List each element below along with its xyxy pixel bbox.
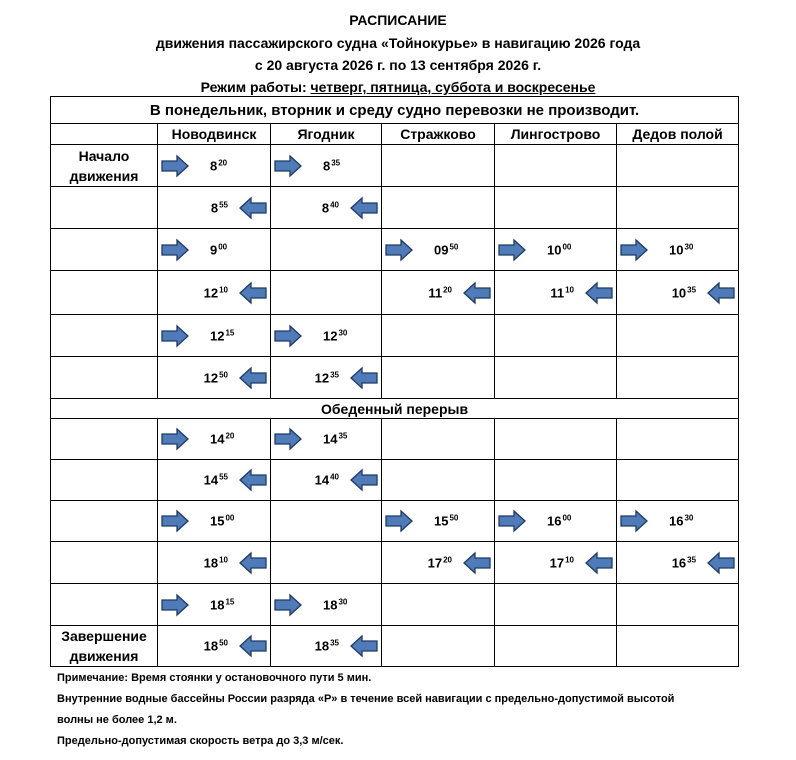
cell-lingostrovo (495, 460, 617, 501)
time-hours: 18 (203, 555, 219, 570)
time-hours: 17 (549, 555, 565, 570)
cell-strazhkovo (382, 357, 495, 399)
work-mode-days: четверг, пятница, суббота и воскресенье (310, 79, 596, 95)
note-line: волны не более 1,2 м. (57, 714, 177, 726)
work-mode (0, 79, 796, 95)
time-hours: 11 (428, 285, 443, 300)
arrow-left-icon (462, 551, 492, 575)
cell-novodvinsk (158, 145, 271, 187)
departure-time (547, 242, 571, 257)
schedule-row (51, 542, 739, 584)
departure-time (669, 514, 693, 529)
time-minutes: 30 (684, 242, 694, 251)
arrow-right-icon (160, 427, 190, 451)
time-minutes: 10 (219, 555, 228, 564)
departure-time (434, 242, 458, 257)
schedule-row (51, 626, 739, 667)
time-minutes: 20 (225, 431, 235, 441)
time-hours: 18 (210, 597, 225, 612)
time-hours: 12 (314, 370, 330, 385)
arrow-right-icon (273, 427, 303, 451)
cell-dedov-poloy (617, 229, 739, 271)
cell-dedov-poloy (617, 626, 739, 667)
cell-yagodnik (271, 419, 382, 460)
cell-dedov-poloy (617, 271, 739, 315)
time-minutes: 10 (219, 285, 228, 294)
cell-strazhkovo (382, 626, 495, 667)
arrow-left-icon (349, 634, 379, 658)
arrow-left-icon (706, 281, 736, 305)
no-service-notice: В понедельник, вторник и среду судно перевозки не производит. (51, 97, 739, 124)
cell-novodvinsk (158, 357, 271, 399)
departure-time (210, 597, 234, 612)
row-label (51, 315, 158, 357)
cell-dedov-poloy (617, 315, 739, 357)
schedule-row (51, 357, 739, 399)
time-minutes: 30 (684, 513, 694, 523)
cell-lingostrovo (495, 501, 617, 542)
time-minutes: 35 (330, 638, 339, 648)
time-hours: 8 (321, 200, 330, 215)
row-label (51, 357, 158, 399)
schedule-row (51, 271, 739, 315)
cell-dedov-poloy (617, 145, 739, 187)
schedule-row (51, 419, 739, 460)
departure-time (323, 597, 347, 612)
cell-dedov-poloy (617, 460, 739, 501)
time-minutes: 40 (330, 472, 339, 482)
arrow-left-icon (238, 551, 268, 575)
time-minutes: 50 (449, 513, 459, 523)
time-minutes: 00 (562, 513, 572, 523)
departure-time (204, 639, 228, 654)
departure-time (315, 639, 339, 654)
time-minutes: 20 (443, 555, 452, 564)
row-label (51, 187, 158, 229)
row-label (51, 542, 158, 584)
time-minutes: 10 (565, 285, 574, 294)
cell-yagodnik (271, 584, 382, 626)
page-title: РАСПИСАНИЕ (349, 12, 447, 28)
departure-time (323, 328, 347, 343)
arrow-left-icon (584, 551, 614, 575)
time-minutes: 30 (338, 597, 348, 606)
time-hours: 15 (434, 513, 449, 529)
row-label (51, 145, 158, 187)
note-line: Внутренние водные бассейны России разряда «Р» в течение всей навигации с предельно-допустимой высотой (57, 693, 675, 705)
time-minutes: 50 (219, 638, 228, 648)
schedule-row (51, 584, 739, 626)
cell-strazhkovo (382, 187, 495, 229)
arrow-right-icon (384, 238, 414, 262)
time-minutes: 20 (443, 285, 452, 294)
arrow-left-icon (238, 468, 268, 492)
time-hours: 14 (314, 472, 330, 488)
cell-dedov-poloy (617, 501, 739, 542)
departure-time (211, 200, 228, 215)
cell-dedov-poloy (617, 542, 739, 584)
arrow-left-icon (584, 281, 614, 305)
time-hours: 14 (323, 431, 338, 447)
departure-time (210, 242, 227, 257)
note-line: Примечание: Время стоянки у остановочного пути 5 мин. (57, 672, 372, 684)
col-header-dedov-poloy: Дедов полой (617, 124, 739, 145)
time-hours: 16 (547, 513, 562, 529)
departure-time (322, 200, 339, 215)
arrow-left-icon (238, 196, 268, 220)
departure-time (315, 473, 339, 488)
note-line: Предельно-допустимая скорость ветра до 3,3 м/сек. (57, 735, 344, 747)
arrow-left-icon (462, 281, 492, 305)
time-hours: 18 (323, 597, 338, 612)
arrow-right-icon (619, 509, 649, 533)
arrow-right-icon (273, 593, 303, 617)
schedule-table (50, 96, 739, 667)
time-minutes: 40 (330, 200, 339, 209)
arrow-left-icon (349, 366, 379, 390)
cell-yagodnik (271, 271, 382, 315)
time-minutes: 35 (330, 370, 339, 379)
time-minutes: 00 (218, 242, 228, 251)
schedule-row (51, 460, 739, 501)
cell-lingostrovo (495, 584, 617, 626)
cell-novodvinsk (158, 460, 271, 501)
row-label (51, 460, 158, 501)
time-minutes: 55 (219, 472, 228, 482)
time-hours: 8 (210, 158, 218, 173)
time-hours: 14 (210, 431, 225, 447)
departure-time (672, 555, 696, 570)
time-minutes: 50 (449, 242, 459, 251)
cell-novodvinsk (158, 271, 271, 315)
time-hours: 12 (323, 328, 338, 343)
schedule-row (51, 187, 739, 229)
row-label (51, 419, 158, 460)
time-minutes: 35 (338, 431, 348, 441)
time-minutes: 35 (331, 158, 341, 167)
arrow-right-icon (497, 509, 527, 533)
cell-strazhkovo (382, 460, 495, 501)
cell-novodvinsk (158, 315, 271, 357)
time-hours: 09 (434, 242, 449, 257)
arrow-right-icon (160, 324, 190, 348)
time-hours: 12 (203, 285, 219, 300)
time-minutes: 35 (687, 285, 697, 294)
cell-yagodnik (271, 145, 382, 187)
col-header-novodvinsk: Новодвинск (158, 124, 271, 145)
time-hours: 15 (210, 513, 225, 529)
arrow-left-icon (706, 551, 736, 575)
time-hours: 10 (547, 242, 562, 257)
cell-dedov-poloy (617, 187, 739, 229)
cell-yagodnik (271, 357, 382, 399)
period-text: с 20 августа 2026 г. по 13 сентября 2026 г. (254, 57, 542, 73)
cell-yagodnik (271, 626, 382, 667)
departure-time (210, 514, 234, 529)
time-minutes: 30 (338, 328, 348, 337)
row-label (51, 501, 158, 542)
row-label (51, 584, 158, 626)
departure-time (323, 158, 340, 173)
col-header-strazhkovo: Стражково (382, 124, 495, 145)
arrow-left-icon (349, 468, 379, 492)
arrow-right-icon (273, 324, 303, 348)
time-hours: 17 (427, 555, 443, 570)
cell-lingostrovo (495, 229, 617, 271)
col-header-yagodnik: Ягодник (271, 124, 382, 145)
cell-dedov-poloy (617, 584, 739, 626)
departure-time (315, 370, 339, 385)
cell-lingostrovo (495, 315, 617, 357)
schedule-row (51, 315, 739, 357)
time-minutes: 20 (218, 158, 228, 167)
cell-novodvinsk (158, 501, 271, 542)
departure-time (550, 555, 574, 570)
time-minutes: 15 (225, 328, 235, 337)
arrow-right-icon (619, 238, 649, 262)
row-label (51, 626, 158, 667)
arrow-right-icon (384, 509, 414, 533)
cell-novodvinsk (158, 542, 271, 584)
lunch-break-row: Обеденный перерыв (51, 399, 739, 419)
time-minutes: 00 (562, 242, 572, 251)
cell-yagodnik (271, 315, 382, 357)
row-label (51, 271, 158, 315)
arrow-right-icon (273, 154, 303, 178)
arrow-left-icon (238, 281, 268, 305)
cell-yagodnik (271, 542, 382, 584)
time-hours: 18 (314, 638, 330, 654)
departure-time (428, 555, 452, 570)
cell-strazhkovo (382, 419, 495, 460)
time-hours: 8 (210, 200, 219, 215)
arrow-right-icon (160, 593, 190, 617)
cell-yagodnik (271, 187, 382, 229)
arrow-left-icon (238, 634, 268, 658)
corner-cell (51, 124, 158, 145)
cell-strazhkovo (382, 542, 495, 584)
arrow-right-icon (160, 509, 190, 533)
schedule-row (51, 501, 739, 542)
arrow-right-icon (160, 238, 190, 262)
cell-novodvinsk (158, 584, 271, 626)
time-hours: 10 (669, 242, 684, 257)
cell-yagodnik (271, 501, 382, 542)
departure-time (210, 158, 227, 173)
cell-strazhkovo (382, 271, 495, 315)
row-label (51, 229, 158, 271)
cell-lingostrovo (495, 419, 617, 460)
notes (57, 668, 674, 752)
cell-novodvinsk (158, 229, 271, 271)
time-hours: 12 (210, 328, 225, 343)
time-hours: 10 (671, 285, 687, 300)
departure-time (204, 285, 228, 300)
time-hours: 11 (550, 285, 565, 300)
cell-lingostrovo (495, 187, 617, 229)
cell-strazhkovo (382, 145, 495, 187)
work-mode-label: Режим работы: (200, 79, 311, 95)
arrow-left-icon (349, 196, 379, 220)
departure-time (434, 514, 458, 529)
end-label-line: Завершение (61, 628, 147, 644)
cell-lingostrovo (495, 542, 617, 584)
arrow-right-icon (160, 154, 190, 178)
cell-strazhkovo (382, 315, 495, 357)
time-minutes: 55 (219, 200, 228, 209)
departure-time (550, 285, 574, 300)
departure-time (323, 432, 347, 447)
departure-time (210, 328, 234, 343)
cell-lingostrovo (495, 626, 617, 667)
cell-novodvinsk (158, 626, 271, 667)
time-hours: 9 (210, 242, 218, 257)
time-minutes: 15 (225, 597, 235, 606)
cell-strazhkovo (382, 229, 495, 271)
start-label-line: Начало (78, 147, 130, 164)
departure-time (547, 514, 571, 529)
cell-novodvinsk (158, 419, 271, 460)
cell-yagodnik (271, 229, 382, 271)
schedule-row (51, 229, 739, 271)
time-hours: 14 (203, 472, 219, 488)
time-hours: 16 (669, 513, 684, 529)
end-label-line: движения (69, 648, 139, 664)
time-hours: 16 (671, 555, 687, 570)
cell-strazhkovo (382, 501, 495, 542)
departure-time (204, 473, 228, 488)
time-minutes: 10 (565, 555, 574, 564)
schedule-row (51, 145, 739, 187)
cell-novodvinsk (158, 187, 271, 229)
cell-dedov-poloy (617, 419, 739, 460)
departure-time (669, 242, 693, 257)
departure-time (210, 432, 234, 447)
arrow-right-icon (497, 238, 527, 262)
cell-lingostrovo (495, 145, 617, 187)
time-minutes: 35 (687, 555, 697, 564)
time-minutes: 50 (219, 370, 228, 379)
start-label-line: движения (69, 167, 139, 184)
col-header-lingostrovo: Лингострово (495, 124, 617, 145)
time-hours: 12 (203, 370, 219, 385)
page-subtitle: движения пассажирского судна «Тойнокурье» в навигацию 2026 года (155, 35, 641, 51)
time-hours: 18 (203, 638, 219, 654)
departure-time (428, 285, 452, 300)
arrow-left-icon (238, 366, 268, 390)
departure-time (204, 555, 228, 570)
departure-time (672, 285, 696, 300)
time-minutes: 00 (225, 513, 235, 523)
time-hours: 8 (323, 158, 331, 173)
departure-time (204, 370, 228, 385)
cell-dedov-poloy (617, 357, 739, 399)
cell-strazhkovo (382, 584, 495, 626)
cell-yagodnik (271, 460, 382, 501)
cell-lingostrovo (495, 357, 617, 399)
cell-lingostrovo (495, 271, 617, 315)
